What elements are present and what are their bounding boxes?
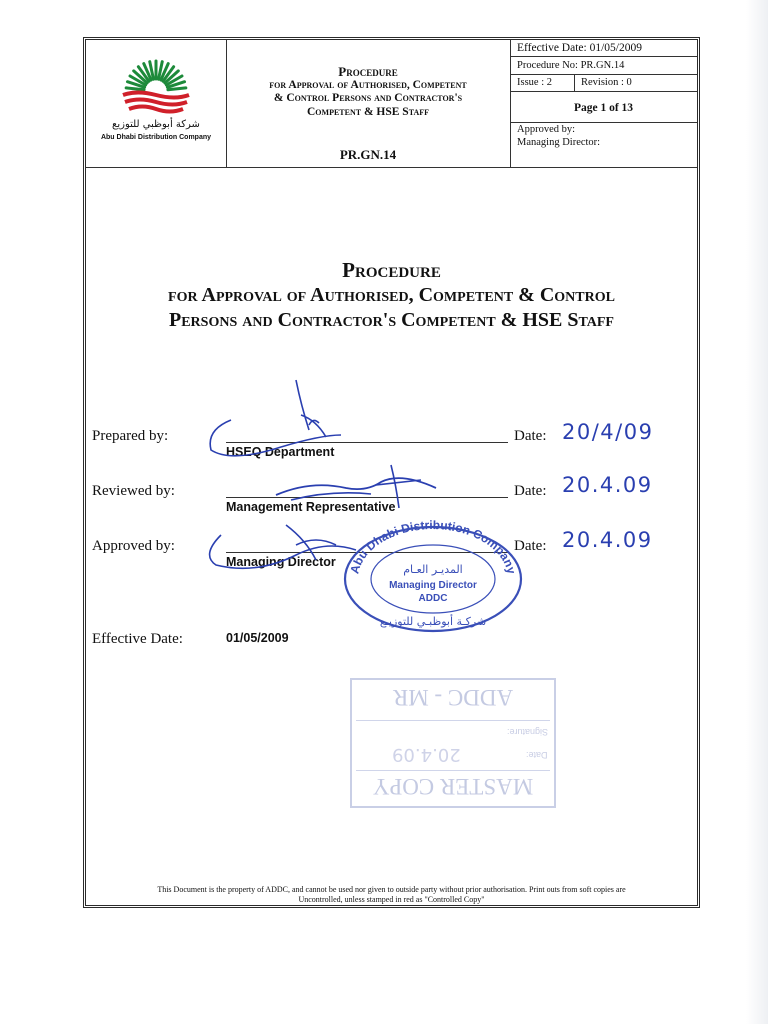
approved-by-label: Approved by: (92, 538, 175, 554)
header-title-word: Procedure (338, 64, 398, 79)
procedure-no-cell: Procedure No: PR.GN.14 (517, 60, 625, 71)
footer-line: This Document is the property of ADDC, and cannot be used nor given to outside party without prior authorisation. Print outs from soft copies are (157, 885, 626, 894)
footer-line: Uncontrolled, unless stamped in red as "Controlled Copy" (298, 895, 485, 904)
effective-date-label: Effective Date: (92, 631, 183, 647)
master-copy-date-label: Date: (526, 750, 548, 760)
stamp-line-1: Managing Director (389, 580, 477, 591)
managing-director-cell: Managing Director: (517, 137, 601, 148)
company-english-name: Abu Dhabi Distribution Company (100, 134, 212, 141)
prepared-by-label: Prepared by: (92, 428, 169, 444)
stamp-arabic-bottom: شركـة أبوظبـي للتوزيـع (379, 615, 487, 628)
master-copy-signature-label: Signature: (506, 727, 548, 737)
approved-by-cell: Approved by: (517, 124, 576, 135)
master-copy-top-text: ADDC - MR (392, 685, 514, 710)
master-copy-bottom-text: MASTER COPY (372, 774, 534, 799)
prepared-date-label: Date: (514, 428, 547, 444)
approved-role: Managing Director (226, 555, 336, 569)
master-copy-stamp (350, 678, 556, 808)
header-title-line: Competent & HSE Staff (307, 105, 429, 118)
main-title-line: Procedure (342, 258, 441, 282)
header-title-line: & Control Persons and Contractor's (273, 92, 463, 104)
reviewed-by-label: Reviewed by: (92, 483, 175, 499)
effective-date-value: 01/05/2009 (226, 631, 289, 645)
approved-date-handwritten: 20.4.09 (562, 528, 653, 552)
main-title-line: Persons and Contractor's Competent & HSE Staff (169, 309, 614, 331)
main-title-line: for Approval of Authorised, Competent & Control (168, 284, 615, 306)
header-title (226, 65, 510, 119)
document-page (83, 37, 700, 908)
document-header (86, 40, 697, 168)
master-copy-date: 20.4.09 (392, 744, 461, 765)
effective-date-cell: Effective Date: 01/05/2009 (517, 42, 642, 54)
reviewed-signature (271, 460, 441, 515)
reviewed-role: Management Representative (226, 500, 396, 514)
reviewed-date-handwritten: 20.4.09 (562, 473, 653, 497)
page-number-cell: Page 1 of 13 (573, 102, 634, 114)
issue-cell: Issue : 2 (517, 77, 552, 88)
company-arabic-name: شركة أبوظبي للتوزيع (112, 119, 200, 130)
page-edge-shadow (746, 0, 768, 1024)
prepared-signature (201, 375, 361, 465)
revision-cell: Revision : 0 (581, 77, 632, 88)
stamp-arabic-title: المديـر العـام (403, 563, 463, 576)
company-stamp (340, 517, 526, 635)
stamp-top-text: Abu Dhabi Distribution Company (347, 517, 519, 576)
prepared-date-handwritten: 20/4/09 (562, 420, 654, 444)
reviewed-date-label: Date: (514, 483, 547, 499)
addc-logo-icon (117, 57, 195, 117)
stamp-line-2: ADDC (418, 593, 448, 604)
main-title (86, 258, 697, 333)
document-footer (96, 885, 687, 905)
header-procedure-code: PR.GN.14 (339, 147, 397, 162)
prepared-role: HSEQ Department (226, 445, 335, 459)
approved-date-label: Date: (514, 538, 547, 554)
header-title-line: for Approval of Authorised, Competent (269, 78, 467, 91)
